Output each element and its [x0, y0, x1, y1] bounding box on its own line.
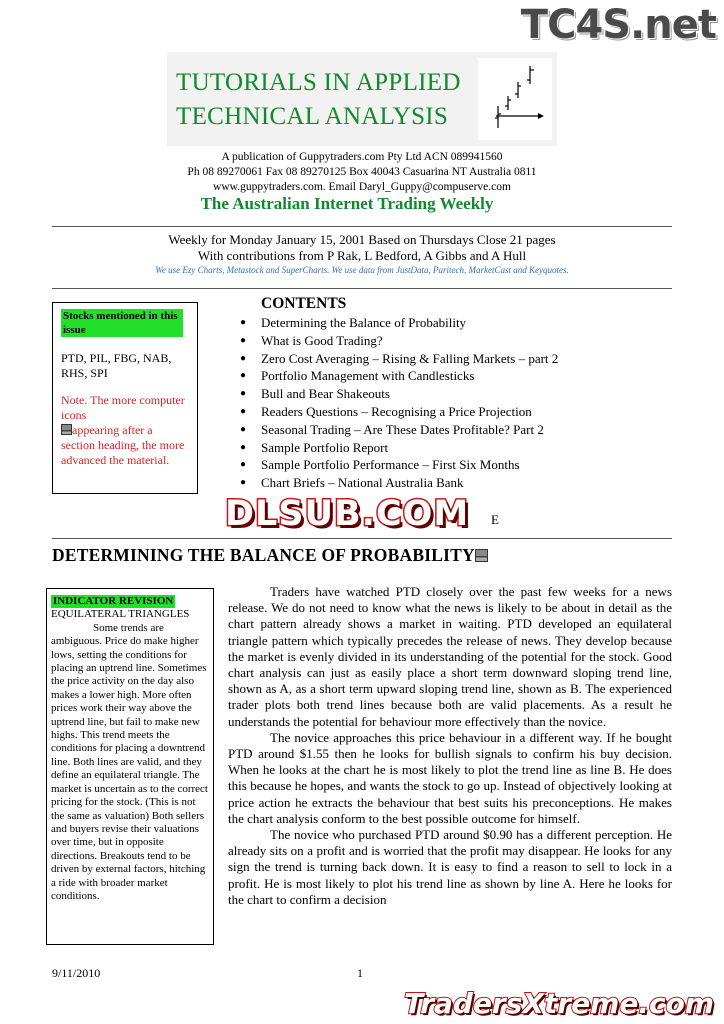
footer-date: 9/11/2010: [52, 966, 101, 980]
contents-item[interactable]: ● Determining the Balance of Probability: [240, 315, 467, 330]
weekly-title: The Australian Internet Trading Weekly: [200, 194, 494, 213]
divider-section: [52, 538, 672, 539]
indicator-subheading: EQUILATERAL TRIANGLES: [51, 608, 190, 621]
contents-list: [240, 314, 558, 492]
logo-chart-icon: [478, 58, 552, 140]
page-number: 1: [357, 966, 363, 980]
indicator-revision-box: [46, 588, 214, 945]
contents-item[interactable]: ● Sample Portfolio Report: [240, 439, 389, 455]
stocks-mentioned-box: [52, 302, 198, 494]
watermark-tradersxtreme: TradersXtreme.com: [404, 987, 714, 1020]
title-line-2: TECHNICAL ANALYSIS: [176, 103, 449, 130]
article-paragraph: Traders have watched PTD closely over the past few weeks for a news release. We do not need to know what the news is likely to be about in detail as the chart pattern already shows a market in waiting. PTD developed an equilateral triangle pattern which typically precedes the release of news. They develop because the market is evenly divided in its understanding of the potential for the stock. Good chart analysis can just as easily place a short term downward sloping trend line, shown as A, as a short term upward sloping trend line, shown as B. The experienced trader plots both trend lines because both are valid placements. As a result he understands the potential for behaviour more effectively than the novice.: [228, 584, 672, 729]
article-paragraph: The novice approaches this price behaviour in a different way. If he bought PTD around $1.55 then he looks for bullish signals to confirm his buy decision. When he looks at the chart he is most likely to plot the trend line as line B. He does this because he hopes, and wants the stock to go up. Instead of objectively looking at price action he extracts the behaviour that best suits his preconceptions. He makes the chart analysis conform to the best possible outcome for himself.: [228, 729, 672, 826]
computer-icon: [475, 549, 488, 562]
watermark-tc4s: TC4S.net: [520, 2, 716, 48]
publication-title: [176, 66, 461, 134]
contents-item[interactable]: ● What is Good Trading?: [240, 332, 383, 348]
stocks-heading: Stocks mentioned in this issue: [61, 309, 183, 337]
publisher-line-3: www.guppytraders.com. Email Daryl_Guppy@compuserve.com: [213, 181, 511, 193]
computer-icon: [61, 424, 72, 435]
contents-partial-text: E: [491, 512, 499, 527]
divider-top: [52, 226, 672, 227]
note-text-end: appearing after a section heading, the more advanced the material.: [61, 423, 185, 467]
contents-item[interactable]: ● Bull and Bear Shakeouts: [240, 386, 390, 402]
note-text-start: Note. The more computer icons: [61, 393, 185, 422]
article-body: [228, 584, 672, 908]
publisher-line-2: Ph 08 89270061 Fax 08 89270125 Box 40043 Casuarina NT Australia 0811: [187, 166, 537, 178]
contents-item[interactable]: ● Sample Portfolio Performance – First Six Months: [240, 457, 520, 473]
issue-date-line: Weekly for Monday January 15, 2001 Based on Thursdays Close 21 pages: [168, 232, 556, 247]
contents-item[interactable]: ● Zero Cost Averaging – Rising & Falling Markets – part 2: [240, 350, 559, 366]
software-data-note: We use Ezy Charts, Metastock and SuperCharts. We use data from JustData, Paritech, MarketCast and Keyquotes.: [155, 265, 569, 275]
publisher-line-1: A publication of Guppytraders.com Pty Ltd ACN 089941560: [221, 151, 503, 163]
publisher-info: [150, 150, 574, 195]
contents-item[interactable]: ● Portfolio Management with Candlesticks: [240, 368, 475, 384]
stocks-list: PTD, PIL, FBG, NAB, RHS, SPI: [61, 351, 172, 380]
contents-title: CONTENTS: [261, 295, 347, 312]
title-line-1: TUTORIALS IN APPLIED: [176, 69, 461, 96]
watermark-dlsub: DLSUB.COM: [225, 494, 470, 534]
contributors-line: With contributions from P Rak, L Bedford, A Gibbs and A Hull: [197, 248, 527, 263]
issue-info: [52, 232, 672, 264]
indicator-body: Some trends are ambiguous. Price do make higher lows, setting the conditions for placing an uptrend line. Sometimes the price activity on the day also makes a lower high. More often prices work their way above the uptrend line, but fail to make new highs. This trend meets the conditions for placing a downtrend line. Both lines are valid, and they define an equilateral triangle. The market is uncertain as to the correct pricing for the stock. (This is not the same as valuation) Both sellers and buyers revise their valuations over time, but in opposite directions. Breakouts tend to be driven by external factors, hitching a ride with broader market conditions.: [51, 621, 208, 902]
section-heading-text: DETERMINING THE BALANCE OF PROBABILITY: [52, 545, 475, 565]
section-heading: [52, 545, 488, 566]
contents-item[interactable]: ● Readers Questions – Recognising a Price Projection: [240, 403, 532, 419]
divider-middle: [52, 288, 672, 289]
contents-item[interactable]: ● Seasonal Trading – Are These Dates Profitable? Part 2: [240, 421, 544, 437]
computer-icon-note: [61, 393, 189, 468]
contents-item[interactable]: ● Chart Briefs – National Australia Bank: [240, 475, 464, 491]
article-paragraph: The novice who purchased PTD around $0.90 has a different perception. He already sits on a profit and is worried that the profit may disappear. He looks for any sign the trend is turning back down. It is easy to find a reason to sell to lock in a profit. He is most likely to plot his trend line as shown by line A. Here he looks for the chart to confirm a decision: [228, 827, 672, 907]
indicator-heading: INDICATOR REVISION: [53, 595, 174, 607]
